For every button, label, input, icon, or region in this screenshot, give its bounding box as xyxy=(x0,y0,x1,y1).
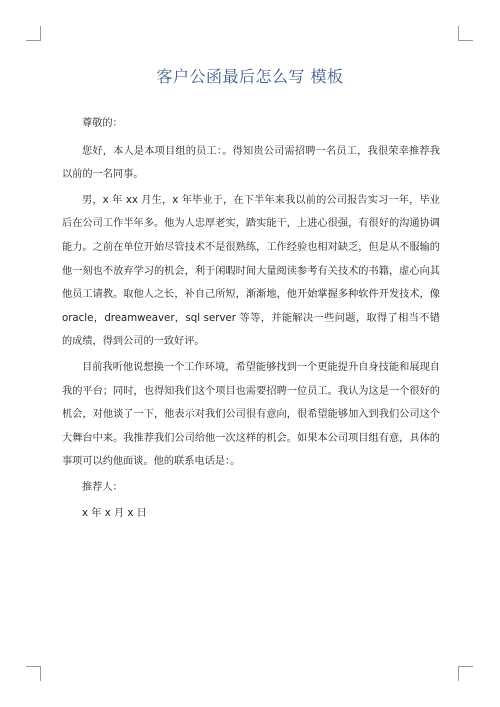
page-corner-mark-top-right xyxy=(458,26,473,41)
recommender-label: 推荐人： xyxy=(82,481,123,493)
page-corner-mark-bottom-right xyxy=(458,666,473,681)
paragraph-intro: 您好，本人是本项目组的员工：。得知贵公司需招聘一名员工，我很荣幸推荐我以前的一名同事。 xyxy=(62,145,440,181)
paragraph-recommendation: 目前我听他说想换一个工作环境，希望能够找到一个更能提升自身技能和展现自我的平台；同时，也得知我们这个项目也需要招聘一位员工。我认为这是一个很好的机会，对他谈了一下，他表示对我们公司很有意向，很希望能够加入到我们公司这个大舞台中来。我推荐我们公司给他一次这样的机会。如果本公司项目组有意，具体的事项可以约他面谈。他的联系电话是：。 xyxy=(62,361,440,468)
salutation: 尊敬的： xyxy=(82,118,123,129)
page-corner-mark-bottom-left xyxy=(26,666,41,681)
document-body xyxy=(62,112,440,525)
paragraph-background: 男，x 年 xx 月生，x 年毕业于，在下半年来我以前的公司报告实习一年，毕业后在公司工作半年多。他为人忠厚老实，踏实能干，上进心很强，有很好的沟通协调能力。之前在单位开始尽管技术不是很熟练，工作经验也相对缺乏，但是从不服输的他一刻也不放弃学习的机会，利于闲暇时间大量阅读参考有关技术的书籍，虚心向其他员工请教。取他人之长，补自己所短，渐渐地，他开始掌握多种软件开发技术，像 oracle，dreamweaver，sql server 等等，并能解决一些问题，取得了相当不错的成绩，得到公司的一致好评。 xyxy=(62,194,440,348)
document-title: 客户公函最后怎么写 模板 xyxy=(156,67,344,86)
page-corner-mark-top-left xyxy=(26,26,41,41)
signature-date: x 年 x 月 x 日 xyxy=(82,507,147,519)
